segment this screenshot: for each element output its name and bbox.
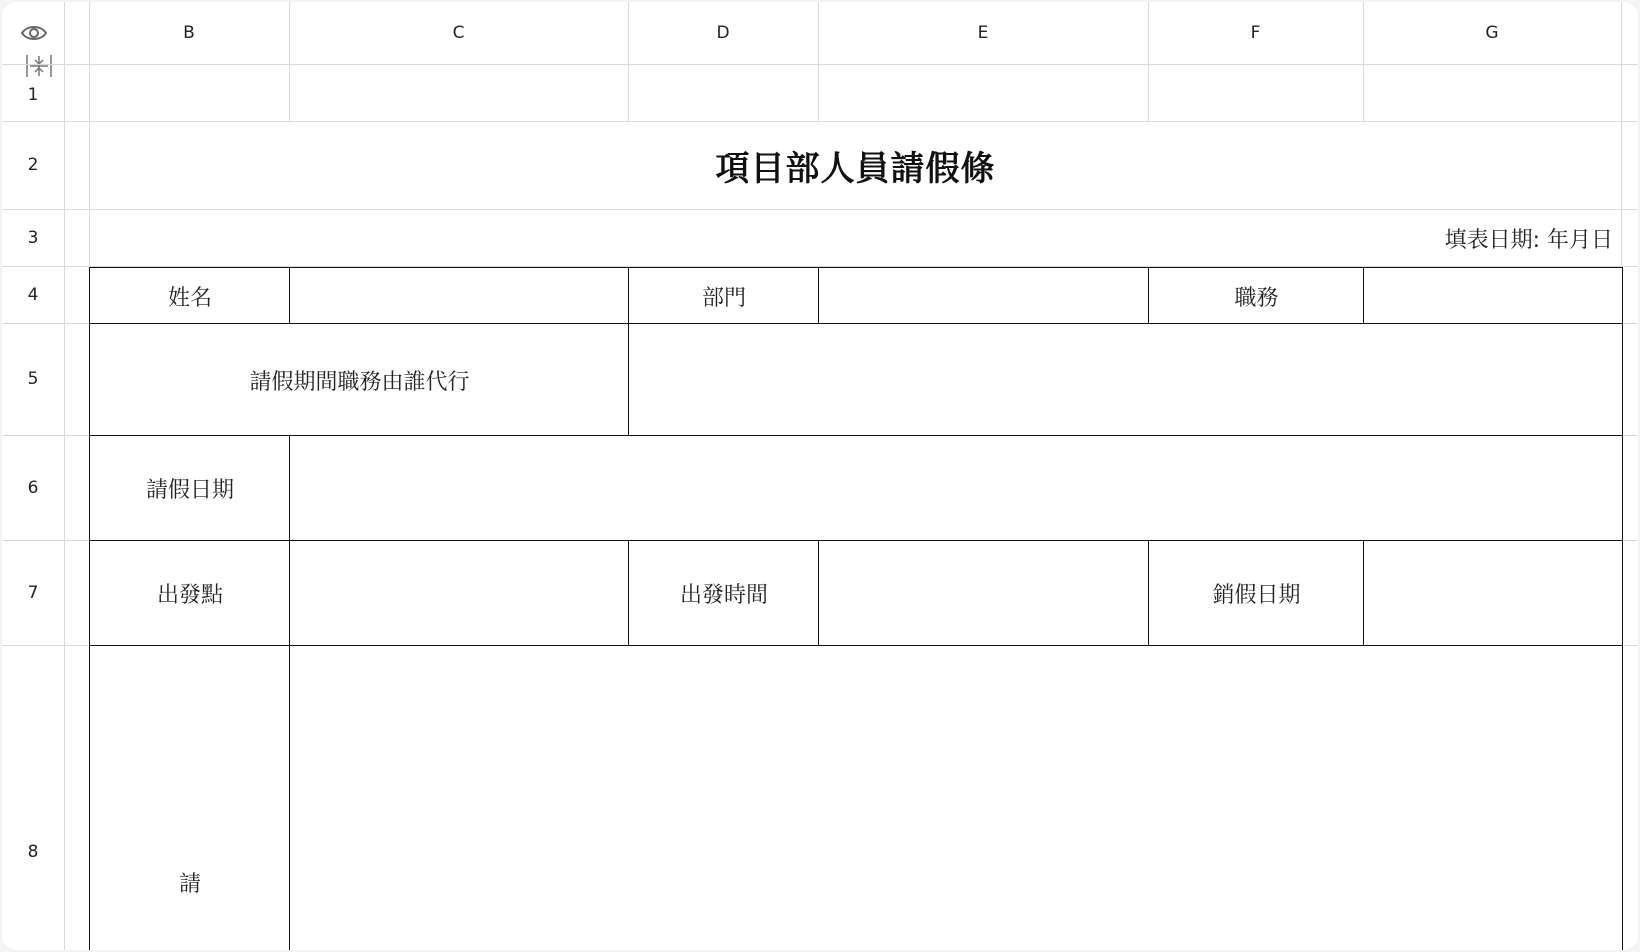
row-header-5[interactable]: 5 — [27, 369, 39, 389]
cancel-date-label-cell[interactable]: 銷假日期 — [1148, 540, 1365, 647]
leave-date-label-cell[interactable]: 請假日期 — [89, 435, 291, 542]
reason-label-cell[interactable]: 請 — [89, 645, 291, 950]
eye-icon[interactable] — [20, 24, 48, 42]
row-header-3[interactable]: 3 — [27, 227, 39, 248]
name-label-cell[interactable]: 姓名 — [89, 267, 291, 325]
leave-date-value-cell[interactable] — [289, 435, 1623, 542]
row-header-2[interactable]: 2 — [27, 155, 39, 175]
department-label-cell[interactable]: 部門 — [628, 267, 820, 325]
position-value-cell[interactable] — [1363, 267, 1623, 325]
departure-time-value-cell[interactable] — [818, 540, 1150, 647]
deputy-value-cell[interactable] — [628, 323, 1623, 437]
column-header-d[interactable]: D — [716, 23, 730, 43]
fill-date-cell[interactable]: 填表日期: 年月日 — [1444, 227, 1613, 253]
deputy-label-cell[interactable]: 請假期間職務由誰代行 — [89, 323, 630, 437]
row-header-4[interactable]: 4 — [27, 284, 39, 305]
cancel-date-value-cell[interactable] — [1363, 540, 1623, 647]
row-header-6[interactable]: 6 — [27, 477, 39, 498]
column-header-f[interactable]: F — [1250, 23, 1261, 43]
departure-label-cell[interactable]: 出發點 — [89, 540, 291, 647]
departure-time-label-cell[interactable]: 出發時間 — [628, 540, 820, 647]
name-value-cell[interactable] — [289, 267, 630, 325]
reason-value-cell[interactable] — [289, 645, 1623, 950]
row-header-7[interactable]: 7 — [27, 582, 39, 603]
row-header-8[interactable]: 8 — [27, 842, 39, 862]
spreadsheet — [2, 2, 1638, 950]
form-title[interactable]: 項目部人員請假條 — [715, 149, 996, 189]
departure-value-cell[interactable] — [289, 540, 630, 647]
column-header-g[interactable]: G — [1485, 23, 1499, 43]
position-label-cell[interactable]: 職務 — [1148, 267, 1365, 325]
column-header-c[interactable]: C — [452, 23, 465, 43]
department-value-cell[interactable] — [818, 267, 1150, 325]
row-header-1[interactable]: 1 — [27, 84, 39, 105]
column-header-e[interactable]: E — [977, 23, 989, 43]
column-header-b[interactable]: B — [183, 23, 195, 43]
